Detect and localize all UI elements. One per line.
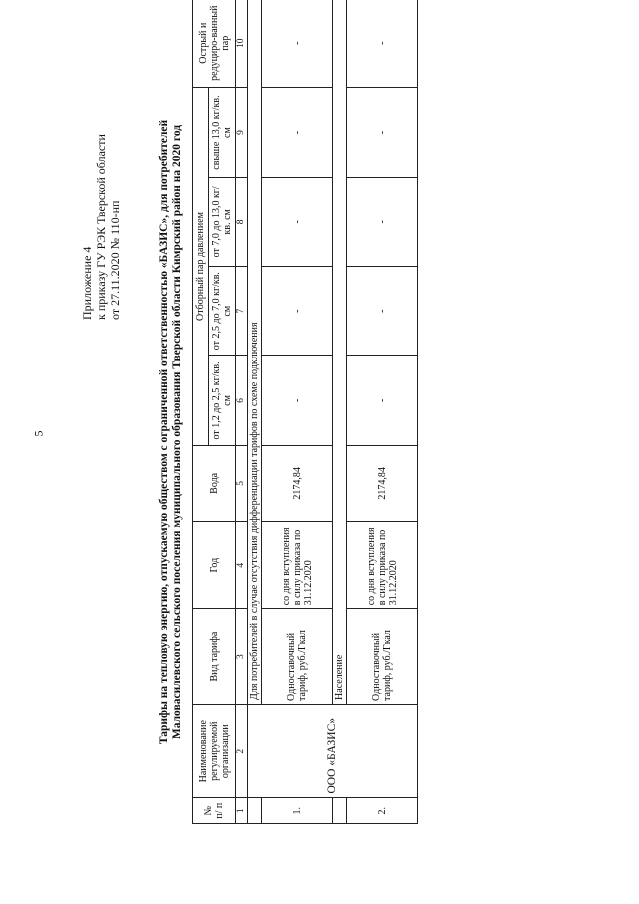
row-p1: -: [347, 356, 418, 445]
col-index: 2: [236, 704, 248, 798]
row-p4: -: [262, 88, 333, 177]
section-row-1: [248, 0, 262, 824]
row-year: со дня вступления в силу приказа по 31.12.2020: [347, 522, 418, 609]
row-kind: Одноставочный тариф, руб./Гкал: [347, 609, 418, 705]
col-index: 4: [236, 522, 248, 609]
header-year: Год: [193, 522, 236, 609]
row-p1: -: [262, 356, 333, 445]
row-p3: -: [347, 177, 418, 266]
row-sharp: -: [347, 0, 418, 88]
row-no: 2.: [347, 798, 418, 824]
org-name-cell: ООО «БАЗИС»: [248, 704, 418, 798]
col-index: 6: [236, 356, 248, 445]
section-title-2: Население: [333, 0, 347, 704]
col-index: 3: [236, 609, 248, 705]
col-index: 9: [236, 88, 248, 177]
row-p2: -: [262, 266, 333, 355]
row-no: 1.: [262, 798, 333, 824]
header-water: Вода: [193, 445, 236, 522]
header-p4: свыше 13,0 кг/кв. см: [209, 88, 236, 177]
col-index: 8: [236, 177, 248, 266]
header-org: Наименование регулируемой организации: [193, 704, 236, 798]
table-row: [347, 0, 418, 824]
table-row: [262, 0, 333, 824]
section-title-1: Для потребителей в случае отсутствия дифференциации тарифов по схеме подключения: [248, 0, 262, 704]
col-index: 7: [236, 266, 248, 355]
header-sharp: Острый и редуциро-ванный пар: [193, 0, 236, 88]
header-steam-group: Отборный пар давлением: [193, 88, 209, 445]
section-row-2: [333, 0, 347, 824]
appendix-line-1: Приложение 4: [80, 246, 94, 320]
appendix-block: [80, 20, 122, 320]
row-p2: -: [347, 266, 418, 355]
row-water: 2174,84: [347, 445, 418, 522]
header-p3: от 7,0 до 13,0 кг/кв. см: [209, 177, 236, 266]
col-index: 1: [236, 798, 248, 824]
column-index-row: [236, 0, 248, 824]
appendix-line-3: от 27.11.2020 № 110-нп: [108, 200, 122, 320]
row-sharp: -: [262, 0, 333, 88]
row-p3: -: [262, 177, 333, 266]
header-kind: Вид тарифа: [193, 609, 236, 705]
header-p2: от 2,5 до 7,0 кг/кв. см: [209, 266, 236, 355]
title-line-2: Маловасилевского сельского поселения муниципального образования Тверской области Кимрский район на 2020 год: [171, 124, 183, 740]
row-p4: -: [347, 88, 418, 177]
row-kind: Одноставочный тариф, руб./Гкал: [262, 609, 333, 705]
tariff-table: [192, 0, 418, 824]
document-title: [158, 10, 184, 854]
header-no: № п/ п: [193, 798, 236, 824]
header-row-1: [193, 0, 209, 824]
row-water: 2174,84: [262, 445, 333, 522]
title-line-1: Тарифы на тепловую энергию, отпускаемую обществом с ограниченной ответственностью «БАЗИС», для потребителей: [158, 119, 170, 745]
col-index: 10: [236, 0, 248, 88]
col-index: 5: [236, 445, 248, 522]
page-number: 5: [31, 430, 46, 437]
header-p1: от 1,2 до 2,5 кг/кв. см: [209, 356, 236, 445]
rotated-page: [40, 0, 639, 864]
row-year: со дня вступления в силу приказа по 31.12.2020: [262, 522, 333, 609]
appendix-line-2: к приказу ГУ РЭК Тверской области: [94, 134, 108, 320]
